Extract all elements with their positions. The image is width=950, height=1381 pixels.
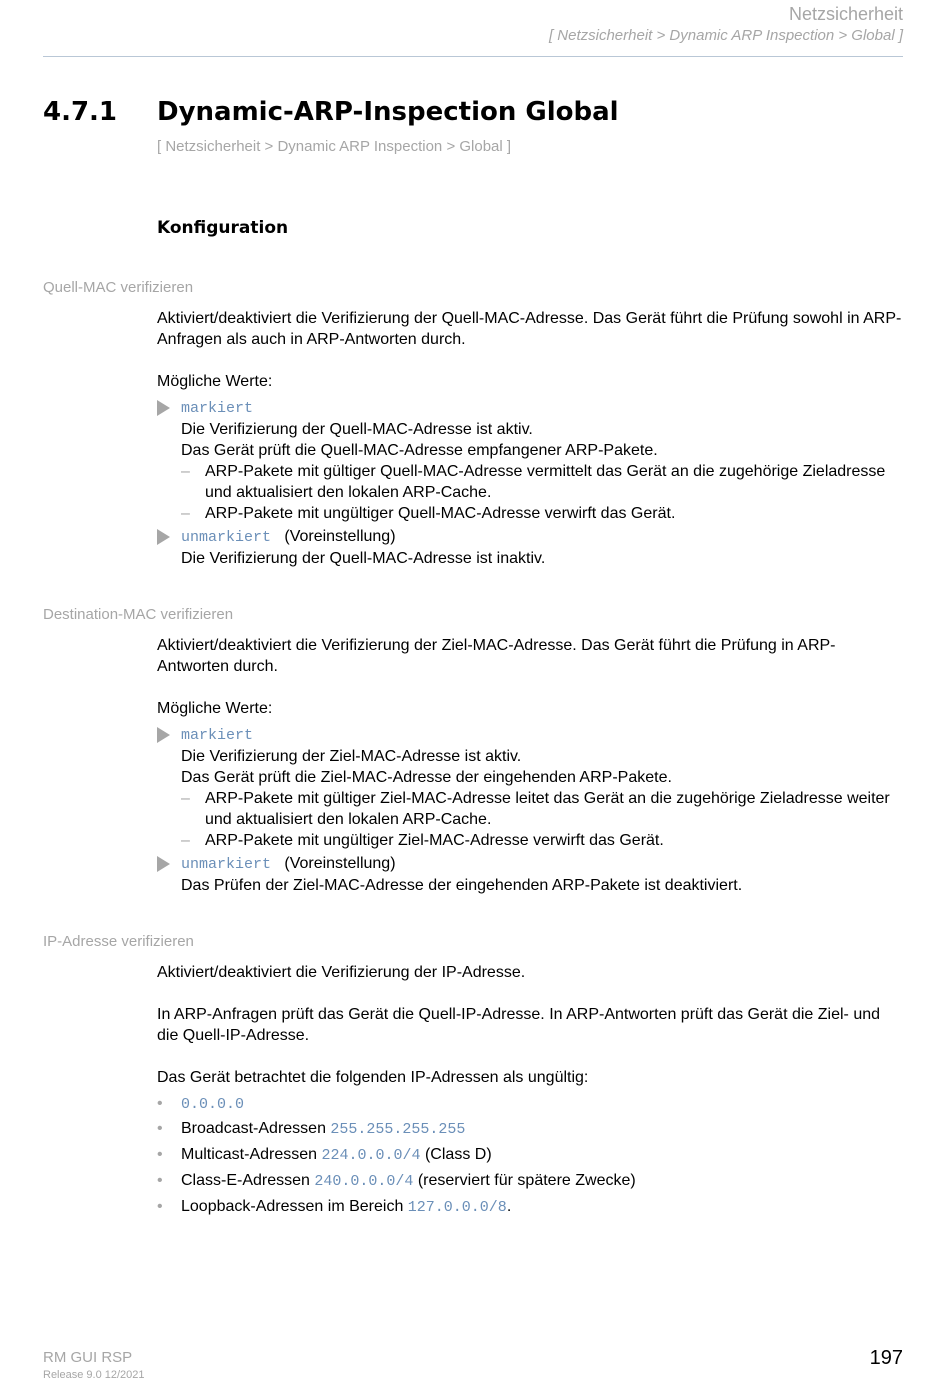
section-breadcrumb: [ Netzsicherheit > Dynamic ARP Inspection > Global ] — [157, 138, 512, 155]
values-label: Mögliche Werte: — [157, 700, 273, 717]
option-default-note: (Voreinstellung) — [284, 855, 396, 872]
dash-item: – ARP-Pakete mit gültiger Ziel-MAC-Adresse leitet das Gerät an die zugehörige Zieladresse weiter und aktualisiert den lokalen ARP-Cache. — [181, 788, 903, 830]
option-line: Die Verifizierung der Quell-MAC-Adresse ist aktiv. — [181, 421, 533, 438]
triangle-bullet-icon — [157, 400, 170, 416]
ip-address-code: 0.0.0.0 — [181, 1096, 245, 1113]
footer-doc-title: RM GUI RSP — [43, 1349, 133, 1366]
option-value: markiert — [181, 400, 254, 417]
description-text: Aktiviert/deaktiviert die Verifizierung der Ziel-MAC-Adresse. Das Gerät führt die Prüfung in ARP-Antworten durch. — [157, 637, 836, 675]
option-line: Das Prüfen der Ziel-MAC-Adresse der eingehenden ARP-Pakete ist deaktiviert. — [181, 877, 743, 894]
ip-address-code: 255.255.255.255 — [330, 1121, 466, 1138]
param-label-quell-mac: Quell-MAC verifizieren — [43, 279, 194, 296]
option-item — [157, 724, 903, 851]
bullet-dot-icon: • — [157, 1095, 163, 1112]
dash-item: – ARP-Pakete mit gültiger Quell-MAC-Adresse vermittelt das Gerät an die zugehörige Zieladresse und aktualisiert den lokalen ARP-Cache. — [181, 461, 903, 503]
running-header-title: Netzsicherheit — [788, 4, 903, 24]
paragraph: Das Gerät betrachtet die folgenden IP-Adressen als ungültig: — [157, 1069, 589, 1086]
option-value: unmarkiert — [181, 529, 272, 546]
bullet-dot-icon: • — [157, 1198, 163, 1215]
option-line: Das Gerät prüft die Ziel-MAC-Adresse der eingehenden ARP-Pakete. — [181, 769, 672, 786]
option-line: Die Verifizierung der Ziel-MAC-Adresse ist aktiv. — [181, 748, 522, 765]
param-description — [157, 308, 903, 350]
option-default-note: (Voreinstellung) — [284, 528, 396, 545]
bullet-dot-icon: • — [157, 1172, 163, 1189]
list-item: • Class-E-Adressen 240.0.0.0/4 (reserviert für spätere Zwecke) — [157, 1172, 636, 1190]
bullet-dot-icon: • — [157, 1120, 163, 1137]
option-item — [157, 397, 903, 524]
dash-item: – ARP-Pakete mit ungültiger Quell-MAC-Adresse verwirft das Gerät. — [181, 503, 903, 524]
footer-release: Release 9.0 12/2021 — [43, 1369, 145, 1381]
page-number: 197 — [869, 1347, 903, 1369]
section-number: 4.7.1 — [43, 97, 118, 127]
values-label: Mögliche Werte: — [157, 373, 273, 390]
subheading-konfiguration: Konfiguration — [157, 218, 289, 238]
list-item — [157, 1093, 244, 1115]
triangle-bullet-icon — [157, 727, 170, 743]
list-item: • Multicast-Adressen 224.0.0.0/4 (Class D) — [157, 1146, 492, 1164]
triangle-bullet-icon — [157, 856, 170, 872]
ip-address-code: 224.0.0.0/4 — [321, 1147, 421, 1164]
section-title: Dynamic-ARP-Inspection Global — [157, 97, 619, 127]
list-item: • Broadcast-Adressen 255.255.255.255 — [157, 1120, 466, 1138]
option-value: markiert — [181, 727, 254, 744]
paragraph: In ARP-Anfragen prüft das Gerät die Quell-IP-Adresse. In ARP-Antworten prüft das Gerät die Ziel- und die Quell-IP-Adresse. — [157, 1006, 881, 1044]
paragraph: Aktiviert/deaktiviert die Verifizierung der IP-Adresse. — [157, 964, 526, 981]
ip-address-code: 127.0.0.0/8 — [407, 1199, 507, 1216]
bullet-dot-icon: • — [157, 1146, 163, 1163]
list-item: • Loopback-Adressen im Bereich 127.0.0.0/8. — [157, 1198, 512, 1216]
param-label-ip-adresse: IP-Adresse verifizieren — [43, 933, 194, 950]
header-divider — [43, 56, 903, 57]
option-line: Die Verifizierung der Quell-MAC-Adresse ist inaktiv. — [181, 550, 546, 567]
option-item — [157, 853, 903, 896]
ip-address-code: 240.0.0.0/4 — [314, 1173, 414, 1190]
param-description — [157, 635, 903, 677]
option-value: unmarkiert — [181, 856, 272, 873]
description-text: Aktiviert/deaktiviert die Verifizierung der Quell-MAC-Adresse. Das Gerät führt die Prüfung sowohl in ARP-Anfragen als auch in ARP-Antworten durch. — [157, 310, 902, 348]
option-line: Das Gerät prüft die Quell-MAC-Adresse empfangener ARP-Pakete. — [181, 442, 658, 459]
dash-item: – ARP-Pakete mit ungültiger Ziel-MAC-Adresse verwirft das Gerät. — [181, 830, 903, 851]
option-item — [157, 526, 903, 569]
param-label-destination-mac: Destination-MAC verifizieren — [43, 606, 234, 623]
triangle-bullet-icon — [157, 529, 170, 545]
running-header-breadcrumb: [ Netzsicherheit > Dynamic ARP Inspection > Global ] — [548, 27, 903, 44]
